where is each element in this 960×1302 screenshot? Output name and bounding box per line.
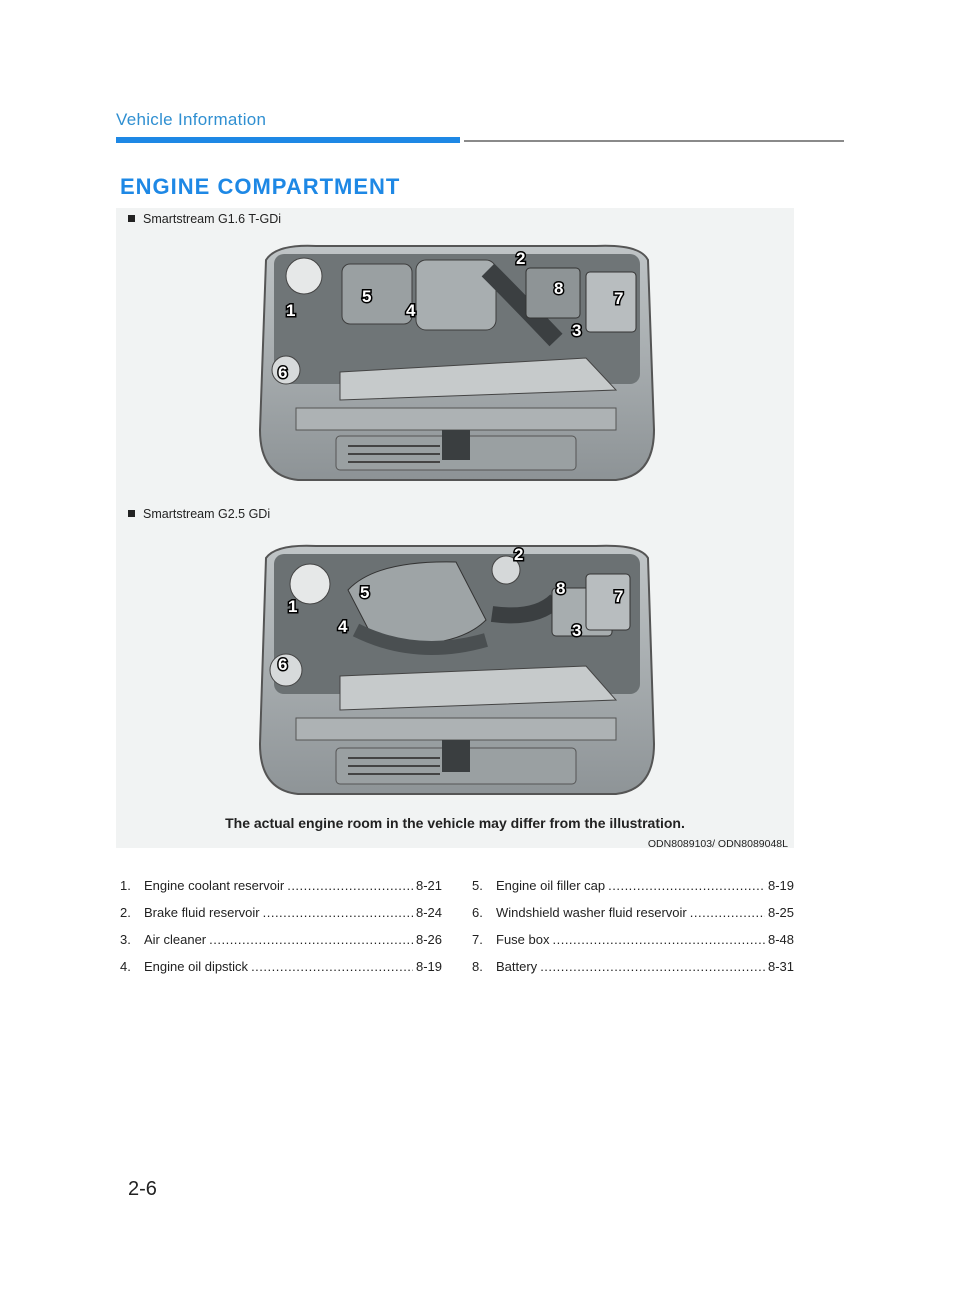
callout-6: 6 [278, 363, 288, 382]
list-item: 8. Battery ..... 8-31 [472, 953, 794, 980]
callout-8: 8 [556, 579, 566, 598]
callout-1: 1 [288, 597, 298, 616]
item-list-right [472, 872, 794, 980]
engine-illustration-1 [256, 240, 658, 484]
callout-4: 4 [338, 617, 348, 636]
illustration-note: The actual engine room in the vehicle may differ from the illustration. [225, 815, 685, 831]
list-item: 1. Engine coolant reservoir ..... 8-21 [120, 872, 442, 899]
bullet-square-icon [128, 215, 135, 222]
bullet-square-icon [128, 510, 135, 517]
section-header: Vehicle Information [116, 110, 267, 129]
list-item: 3. Air cleaner ..... 8-26 [120, 926, 442, 953]
callout-5: 5 [362, 287, 372, 306]
callout-3: 3 [572, 321, 582, 340]
item-list-left [120, 872, 442, 980]
figure-caption-1: Smartstream G1.6 T-GDi [128, 212, 281, 226]
callout-3: 3 [572, 621, 582, 640]
callout-2: 2 [516, 249, 526, 268]
callout-7: 7 [614, 587, 624, 606]
callout-6: 6 [278, 655, 288, 674]
list-item: 4. Engine oil dipstick ..... 8-19 [120, 953, 442, 980]
header-rule-gray [464, 140, 844, 142]
list-item: 7. Fuse box ..... 8-48 [472, 926, 794, 953]
engine-illustration-2 [256, 540, 658, 798]
callout-5: 5 [360, 583, 370, 602]
page-title: ENGINE COMPARTMENT [120, 174, 401, 199]
callout-4: 4 [406, 301, 416, 320]
callout-8: 8 [554, 279, 564, 298]
figure-caption-2: Smartstream G2.5 GDi [128, 507, 270, 521]
callout-1: 1 [286, 301, 296, 320]
list-item: 5. Engine oil filler cap ..... 8-19 [472, 872, 794, 899]
header-rule-blue [116, 137, 460, 143]
page-number: 2-6 [128, 1178, 157, 1200]
list-item: 2. Brake fluid reservoir ..... 8-24 [120, 899, 442, 926]
callout-2: 2 [514, 545, 524, 564]
image-codes: ODN8089103/ ODN8089048L [647, 838, 788, 850]
list-item: 6. Windshield washer fluid reservoir ..... 8-25 [472, 899, 794, 926]
callout-7: 7 [614, 289, 624, 308]
